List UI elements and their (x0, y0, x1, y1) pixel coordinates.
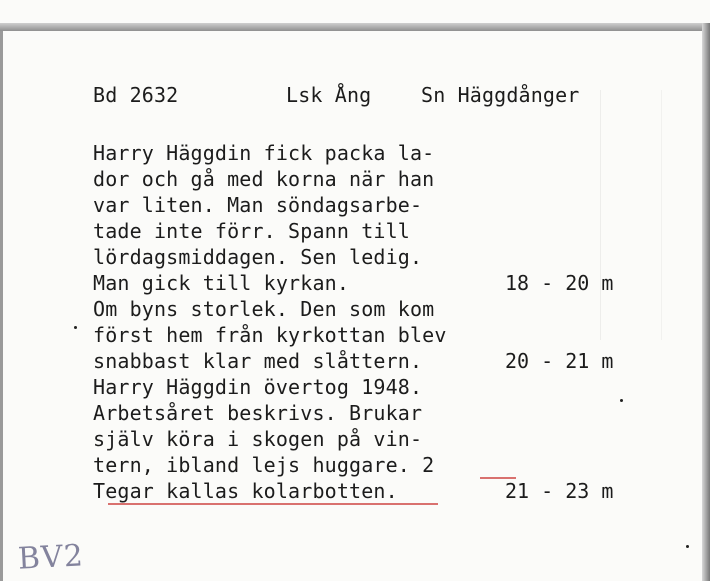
speck (620, 399, 623, 402)
text-line-3: var liten. Man söndagsarbe- (93, 193, 423, 217)
text-line-12: själv köra i skogen på vin- (93, 427, 423, 451)
text-line-7: Om byns storlek. Den som kom (93, 297, 435, 321)
measurement-3: 21 - 23 m (505, 479, 614, 503)
card-top-edge (0, 23, 710, 31)
text-line-13: tern, ibland lejs huggare. 2 (93, 453, 435, 477)
text-line-2: dor och gå med korna när han (93, 167, 435, 191)
bleed-through-text (600, 90, 662, 340)
text-line-6: Man gick till kyrkan. (93, 271, 350, 295)
text-line-5: lördagsmiddagen. Sen ledig. (93, 245, 423, 269)
speck (74, 326, 77, 329)
text-line-10: Harry Häggdin övertog 1948. (93, 375, 423, 399)
text-line-4: tade inte förr. Spann till (93, 219, 410, 243)
classification-mark: BV2 (17, 538, 85, 577)
card-right-edge (702, 23, 710, 581)
card-id: Bd 2632 (93, 83, 179, 107)
card-left-edge (0, 31, 3, 581)
measurement-2: 20 - 21 m (505, 349, 614, 373)
speck (686, 545, 689, 548)
text-line-1: Harry Häggdin fick packa la- (93, 141, 435, 165)
text-line-8: först hem från kyrkottan blev (93, 323, 447, 347)
text-line-11: Arbetsåret beskrivs. Brukar (93, 401, 423, 425)
parish-label: Sn Häggdånger (421, 83, 580, 107)
text-line-14: Tegar kallas kolarbotten. (93, 479, 398, 503)
landscape-label: Lsk Ång (286, 83, 372, 107)
text-line-9: snabbast klar med slåttern. (93, 349, 423, 373)
measurement-1: 18 - 20 m (505, 271, 614, 295)
red-underline-2 (108, 503, 438, 505)
red-underline-1 (480, 477, 516, 479)
